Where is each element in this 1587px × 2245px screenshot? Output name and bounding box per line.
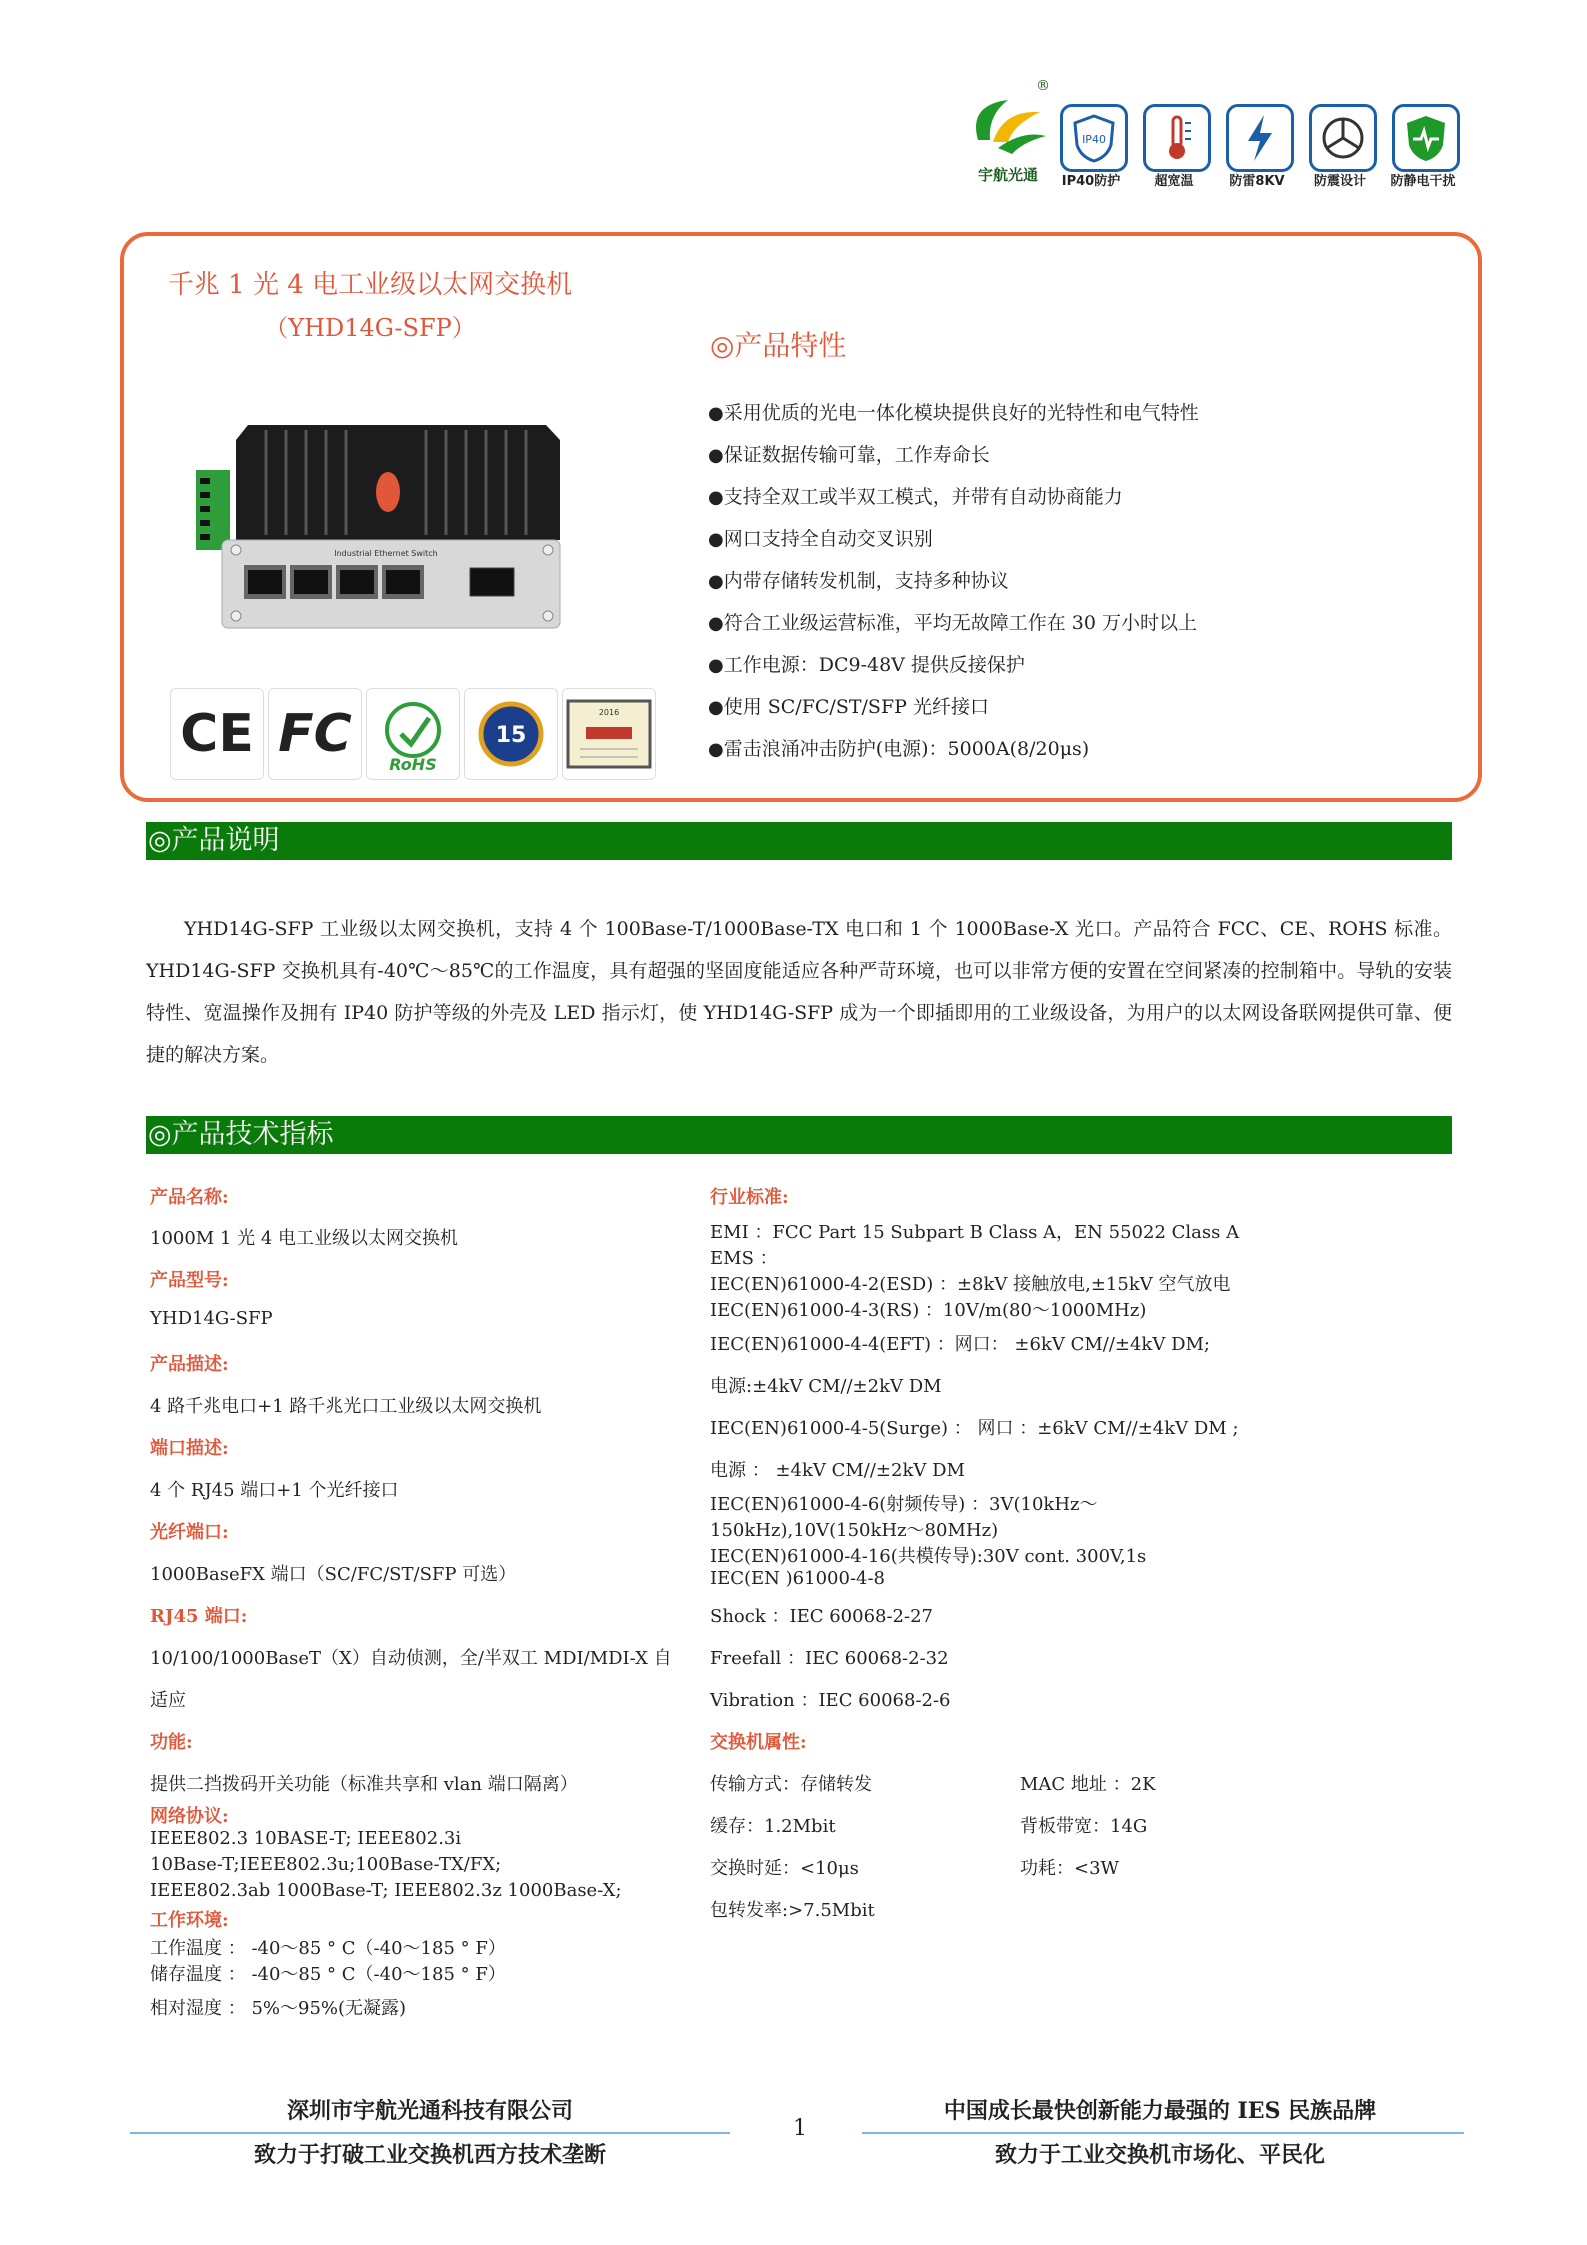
footer-slogan-right: 致力于工业交换机市场化、平民化 bbox=[994, 2142, 1325, 2168]
spec-label-environment: 工作环境: bbox=[150, 1910, 229, 1931]
spec-label-rj45: RJ45 端口: bbox=[150, 1606, 248, 1627]
specs-heading: ◎产品技术指标 bbox=[146, 1116, 1452, 1154]
spec-value-sw-1a: 传输方式：存储转发 bbox=[710, 1774, 872, 1795]
feature-item: ●保证数据传输可靠，工作寿命长 bbox=[708, 444, 990, 466]
spec-value-protocol-1: IEEE802.3 10BASE-T; IEEE802.3i bbox=[150, 1828, 462, 1849]
spec-value-std-10: 150kHz),10V(150kHz～80MHz) bbox=[710, 1520, 999, 1541]
badge-label-shockproof: 防震设计 bbox=[1313, 174, 1366, 189]
feature-item: ●网口支持全自动交叉识别 bbox=[708, 528, 933, 550]
spec-value-std-1: EMI ：FCC Part 15 Subpart B Class A，EN 55022 Class A bbox=[710, 1222, 1240, 1243]
antistatic-shield-icon bbox=[1392, 104, 1460, 172]
spec-value-std-4: IEC(EN)61000-4-3(RS) ：10V/m(80～1000MHz) bbox=[710, 1300, 1147, 1321]
rohs-cert-text: RoHS bbox=[389, 755, 437, 774]
spec-value-protocol-3: IEEE802.3ab 1000Base-T; IEEE802.3z 1000Base-X; bbox=[150, 1880, 622, 1901]
spec-value-std-7: IEC(EN)61000-4-5(Surge) ： 网口 ：±6kV CM//±4kV DM ; bbox=[710, 1418, 1239, 1439]
feature-item: ●雷击浪涌冲击防护(电源)：5000A(8/20μs) bbox=[708, 738, 1090, 760]
bullet-icon: ● bbox=[708, 697, 724, 718]
feature-item: ●工作电源：DC9-48V 提供反接保护 bbox=[708, 654, 1025, 676]
footer-divider-right bbox=[862, 2132, 1464, 2134]
product-description: YHD14G-SFP 工业级以太网交换机，支持 4 个 100Base-T/1000Base-TX 电口和 1 个 1000Base-X 光口。产品符合 FCC、CE、ROHS 标准。YHD14G-SFP 交换机具有-40℃～85℃的工作温度，具有超强的坚固度能适应各种严苛环境，也可以非常方便的安置在空间紧凑的控制箱中。导轨的安装特性、宽温操作及拥有 IP40 防护等级的外壳及 LED 指示灯，使 YHD14G-SFP 成为一个即插即用的工业级设备，为用户的以太网设备联网提供可靠、便捷的解决方案。 bbox=[146, 918, 1452, 1066]
ip40-shield-icon bbox=[1060, 104, 1128, 172]
spec-value-sw-3b: 功耗：<3W bbox=[1020, 1858, 1120, 1879]
thermometer-icon bbox=[1143, 104, 1211, 172]
spec-value-std-6: 电源:±4kV CM//±2kV DM bbox=[710, 1376, 942, 1397]
footer-company: 深圳市宇航光通科技有限公司 bbox=[286, 2098, 573, 2124]
spec-value-desc: 4 路千兆电口+1 路千兆光口工业级以太网交换机 bbox=[150, 1396, 542, 1417]
badge-label-ip40: IP40防护 bbox=[1061, 174, 1121, 189]
shockproof-icon bbox=[1309, 104, 1377, 172]
spec-value-std-2: EMS ： bbox=[710, 1248, 778, 1269]
spec-value-env-3: 相对湿度 ： 5%～95%(无凝露) bbox=[150, 1998, 407, 2019]
description-heading: ◎产品说明 bbox=[146, 822, 1452, 860]
spec-value-std-9: IEC(EN)61000-4-6(射频传导) ：3V(10kHz～ bbox=[710, 1494, 1098, 1515]
spec-value-rj45-1: 10/100/1000BaseT（X）自动侦测，全/半双工 MDI/MDI-X 自 bbox=[150, 1648, 672, 1669]
spec-label-port: 端口描述: bbox=[150, 1438, 229, 1459]
footer-brand: 中国成长最快创新能力最强的 IES 民族品牌 bbox=[943, 2098, 1377, 2124]
feature-item: ●内带存储转发机制，支持多种协议 bbox=[708, 570, 1009, 592]
spec-label-switch: 交换机属性: bbox=[710, 1732, 807, 1753]
spec-value-std-13: Shock ：IEC 60068-2-27 bbox=[710, 1606, 933, 1627]
bullet-icon: ● bbox=[708, 487, 724, 508]
footer-divider-left bbox=[130, 2132, 730, 2134]
spec-value-function: 提供二挡拨码开关功能（标准共享和 vlan 端口隔离） bbox=[150, 1774, 578, 1795]
bullet-icon: ● bbox=[708, 571, 724, 592]
spec-value-fiber: 1000BaseFX 端口（SC/FC/ST/SFP 可选） bbox=[150, 1564, 517, 1585]
spec-label-standards: 行业标准: bbox=[710, 1187, 789, 1208]
bullet-icon: ● bbox=[708, 529, 724, 550]
spec-value-sw-2a: 缓存：1.2Mbit bbox=[710, 1816, 836, 1837]
spec-value-env-1: 工作温度 ： -40～85 ° C（-40～185 ° F） bbox=[150, 1938, 506, 1959]
spec-label-name: 产品名称: bbox=[150, 1187, 229, 1208]
spec-value-env-2: 储存温度 ： -40～85 ° C（-40～185 ° F） bbox=[150, 1964, 506, 1985]
spec-value-protocol-2: 10Base-T;IEEE802.3u;100Base-TX/FX; bbox=[150, 1854, 502, 1875]
spec-label-protocol: 网络协议: bbox=[150, 1806, 229, 1827]
spec-value-sw-2b: 背板带宽：14G bbox=[1020, 1816, 1148, 1837]
award-certificate-text: 2016 bbox=[598, 708, 620, 717]
spec-value-std-12: IEC(EN )61000-4-8 bbox=[710, 1568, 886, 1589]
footer-slogan-left: 致力于打破工业交换机西方技术垄断 bbox=[253, 2142, 606, 2168]
spec-value-port: 4 个 RJ45 端口+1 个光纤接口 bbox=[150, 1480, 399, 1501]
spec-value-std-15: Vibration ：IEC 60068-2-6 bbox=[710, 1690, 951, 1711]
feature-item: ●支持全双工或半双工模式，并带有自动协商能力 bbox=[708, 486, 1123, 508]
bullet-icon: ● bbox=[708, 613, 724, 634]
product-title: 千兆 1 光 4 电工业级以太网交换机 bbox=[167, 270, 573, 300]
spec-value-sw-1b: MAC 地址 ：2K bbox=[1020, 1774, 1156, 1795]
rohs-cert-icon bbox=[366, 688, 460, 780]
bullet-icon: ● bbox=[708, 445, 724, 466]
product-image bbox=[196, 420, 566, 635]
spec-value-sw-3a: 交换时延：<10μs bbox=[710, 1858, 859, 1879]
ip40-badge-text: IP40 bbox=[1082, 133, 1106, 146]
feature-item: ●采用优质的光电一体化模块提供良好的光特性和电气特性 bbox=[708, 402, 1199, 424]
features-heading: ◎产品特性 bbox=[710, 329, 847, 362]
spec-label-fiber: 光纤端口: bbox=[150, 1522, 229, 1543]
spec-label-function: 功能: bbox=[150, 1732, 193, 1753]
badge-label-antistatic: 防静电干扰 bbox=[1390, 174, 1456, 189]
spec-value-std-3: IEC(EN)61000-4-2(ESD) ：±8kV 接触放电,±15kV 空气放电 bbox=[710, 1274, 1231, 1295]
spec-value-std-5: IEC(EN)61000-4-4(EFT) ：网口： ±6kV CM//±4kV DM; bbox=[710, 1334, 1210, 1355]
feature-item: ●使用 SC/FC/ST/SFP 光纤接口 bbox=[708, 696, 989, 718]
spec-label-model: 产品型号: bbox=[150, 1270, 229, 1291]
award-certificate-icon bbox=[562, 688, 656, 780]
page-number: 1 bbox=[793, 2116, 807, 2141]
spec-value-model: YHD14G-SFP bbox=[150, 1308, 273, 1329]
ce-cert-icon: CE bbox=[170, 688, 264, 780]
15-year-cert-text: 15 bbox=[495, 723, 527, 748]
bullet-icon: ● bbox=[708, 403, 724, 424]
15-year-cert-icon bbox=[464, 688, 558, 780]
bullet-icon: ● bbox=[708, 655, 724, 676]
badge-label-lightning: 防雷8KV bbox=[1229, 174, 1285, 189]
features-list bbox=[708, 396, 1199, 774]
spec-value-rj45-2: 适应 bbox=[150, 1690, 186, 1711]
bullet-icon: ● bbox=[708, 739, 724, 760]
fcc-cert-icon: FC bbox=[268, 688, 362, 780]
spec-value-std-11: IEC(EN)61000-4-16(共模传导):30V cont. 300V,1s bbox=[710, 1546, 1147, 1567]
device-label: Industrial Ethernet Switch bbox=[334, 549, 438, 558]
logo-text: 宇航光通 bbox=[977, 166, 1038, 184]
spec-value-std-8: 电源 ： ±4kV CM//±2kV DM bbox=[710, 1460, 965, 1481]
spec-value-sw-4a: 包转发率:>7.5Mbit bbox=[710, 1900, 875, 1921]
spec-value-std-14: Freefall ：IEC 60068-2-32 bbox=[710, 1648, 949, 1669]
feature-item: ●符合工业级运营标准，平均无故障工作在 30 万小时以上 bbox=[708, 612, 1197, 634]
badge-label-temperature: 超宽温 bbox=[1154, 174, 1194, 189]
product-model: （YHD14G-SFP） bbox=[264, 314, 476, 342]
registered-mark: ® bbox=[1036, 78, 1050, 94]
spec-label-desc: 产品描述: bbox=[150, 1354, 229, 1375]
lightning-icon bbox=[1226, 104, 1294, 172]
spec-value-name: 1000M 1 光 4 电工业级以太网交换机 bbox=[150, 1228, 459, 1249]
